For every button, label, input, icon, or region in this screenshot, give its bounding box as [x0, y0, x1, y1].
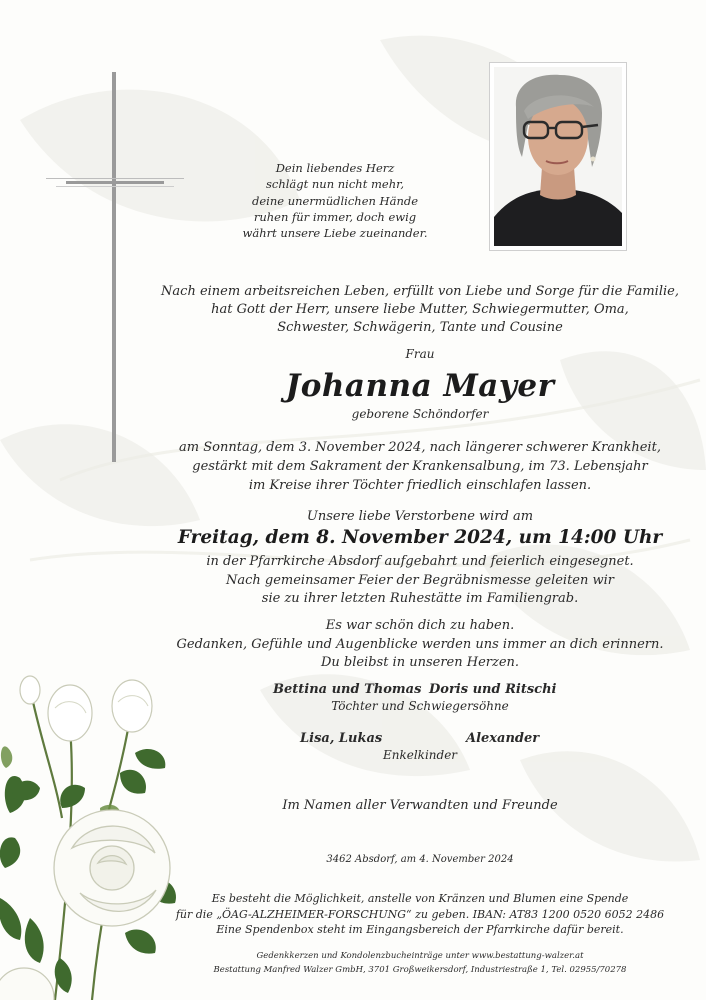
white-roses-illustration	[0, 668, 200, 1000]
intro-line: hat Gott der Herr, unsere liebe Mutter, Schwiegermutter, Oma,	[211, 302, 629, 317]
place-date: 3462 Absdorf, am 4. November 2024	[326, 854, 514, 865]
funeral-date-time: Freitag, dem 8. November 2024, um 14:00 Uhr	[177, 527, 663, 548]
poem-line: deine unermüdlichen Hände	[251, 193, 419, 208]
death-line: gestärkt mit dem Sakrament der Krankensalbung, im 73. Lebensjahr	[192, 459, 648, 474]
poem-line: schlägt nun nicht mehr,	[265, 177, 404, 192]
mourner-children-role: Töchter und Schwiegersöhne	[331, 699, 509, 713]
death-line: im Kreise ihrer Töchter friedlich einschlafen lassen.	[248, 478, 592, 493]
mourner-grandchildren-role: Enkelkinder	[382, 748, 458, 762]
intro-text	[120, 283, 706, 337]
farewell-line: Du bleibst in unseren Herzen.	[320, 655, 520, 670]
funeral-line: Nach gemeinsamer Feier der Begräbnismesse geleiten wir	[225, 572, 615, 588]
mourner-children-left: Bettina und Thomas	[273, 682, 422, 697]
funeral-details	[120, 553, 706, 609]
maiden-name: geborene Schöndorfer	[351, 407, 489, 421]
poem-line: währt unsere Liebe zueinander.	[242, 226, 428, 241]
funeral-announce: Unsere liebe Verstorbene wird am	[306, 509, 534, 524]
poem-line: Dein liebendes Herz	[275, 161, 395, 175]
poem	[175, 160, 495, 241]
funeral-line: in der Pfarrkirche Absdorf aufgebahrt und feierlich eingesegnet.	[206, 554, 634, 569]
mourner-grandchildren-right: Alexander	[466, 731, 540, 746]
footer-line: Gedenkkerzen und Kondolenzbucheinträge unter www.bestattung-walzer.at	[256, 951, 584, 961]
donation-line: Es besteht die Möglichkeit, anstelle von Kränzen und Blumen eine Spende	[211, 892, 629, 905]
intro-line: Schwester, Schwägerin, Tante und Cousine	[277, 320, 563, 335]
portrait-photo	[494, 67, 622, 246]
funeral-line: sie zu ihrer letzten Ruhestätte im Familiengrab.	[261, 591, 579, 606]
relatives-line: Im Namen aller Verwandten und Freunde	[282, 798, 558, 813]
mourner-children-right: Doris und Ritschi	[429, 682, 557, 697]
footer-line: Bestattung Manfred Walzer GmbH, 3701 Großweikersdorf, Industriestraße 1, Tel. 02955/70278	[213, 964, 627, 975]
footer	[120, 950, 706, 977]
salutation: Frau	[405, 347, 435, 361]
donation-line: für die „ÖAG-ALZHEIMER-FORSCHUNG“ zu geben. IBAN: AT83 1200 0520 6052 2486	[175, 907, 665, 921]
portrait-frame	[489, 62, 627, 251]
deceased-name: Johanna Mayer	[285, 368, 555, 404]
farewell-line: Es war schön dich zu haben.	[325, 618, 515, 633]
death-notice	[120, 438, 706, 495]
farewell-text	[120, 617, 706, 673]
poem-line: ruhen für immer, doch ewig	[253, 209, 417, 224]
mourner-grandchildren-left: Lisa, Lukas	[300, 731, 383, 746]
death-line: am Sonntag, dem 3. November 2024, nach längerer schwerer Krankheit,	[179, 440, 661, 455]
donation-text	[120, 891, 706, 938]
farewell-line: Gedanken, Gefühle und Augenblicke werden uns immer an dich erinnern.	[176, 636, 664, 652]
intro-line: Nach einem arbeitsreichen Leben, erfüllt von Liebe und Sorge für die Familie,	[161, 284, 679, 299]
donation-line: Eine Spendenbox steht im Eingangsbereich der Pfarrkirche dafür bereit.	[216, 923, 624, 936]
